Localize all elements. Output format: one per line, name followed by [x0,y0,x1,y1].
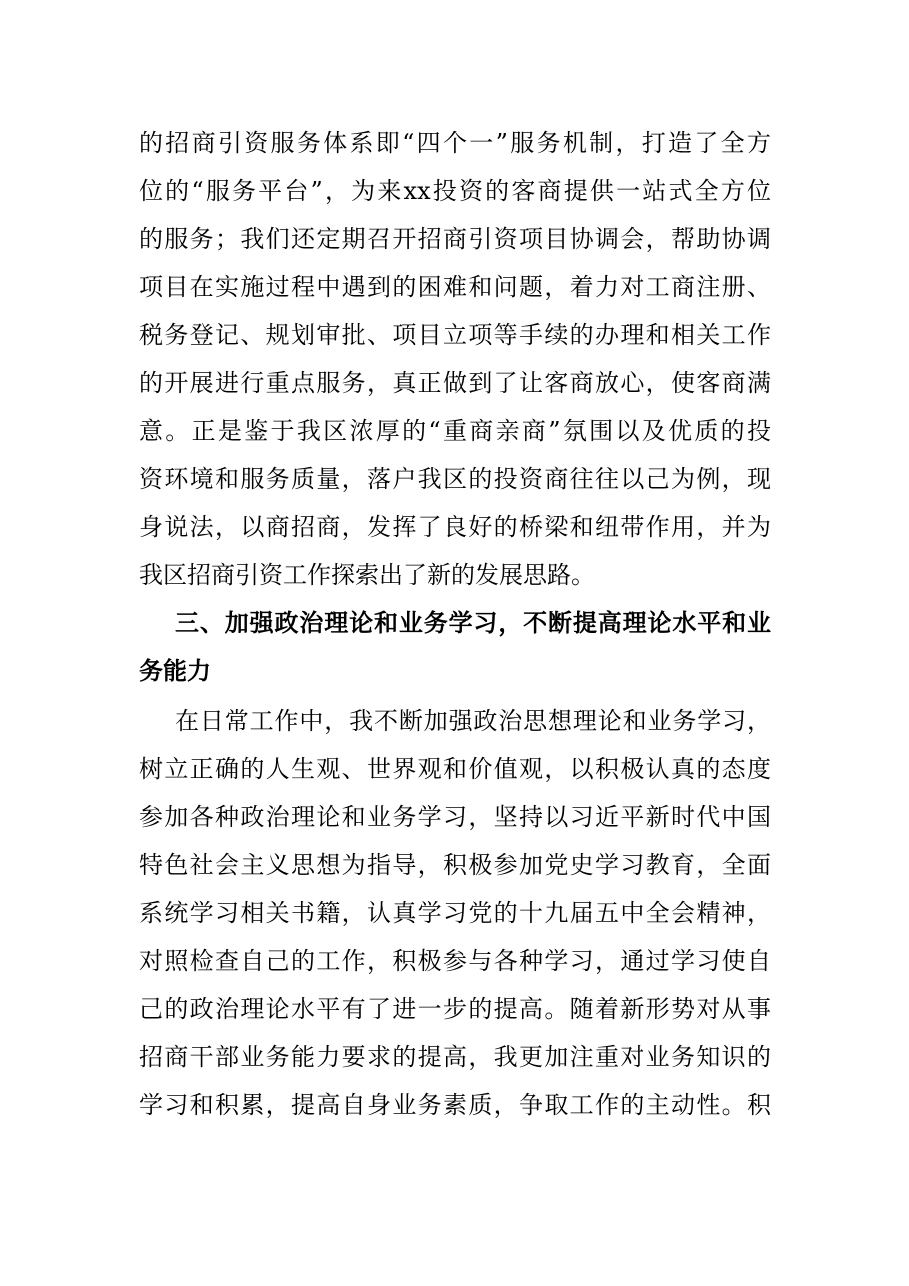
paragraph-line: 资环境和服务质量，落户我区的投资商往往以己为例，现 [139,465,771,493]
paragraph-line: 身说法，以商招商，发挥了良好的桥梁和纽带作用，并为 [139,513,771,541]
paragraph-line: 在日常工作中，我不断加强政治思想理论和业务学习， [175,707,771,735]
paragraph-line: 特色社会主义思想为指导，积极参加党史学习教育，全面 [139,851,771,879]
paragraph-line: 招商干部业务能力要求的提高，我更加注重对业务知识的 [139,1043,771,1071]
paragraph-line: 学习和积累，提高自身业务素质，争取工作的主动性。积 [139,1091,771,1119]
paragraph-line: 树立正确的人生观、世界观和价值观，以积极认真的态度 [139,755,771,783]
section-heading: 三、加强政治理论和业务学习，不断提高理论水平和业 [175,609,771,637]
section-heading: 务能力 [139,657,211,685]
paragraph-line: 的服务；我们还定期召开招商引资项目协调会，帮助协调 [139,225,771,253]
paragraph-line: 税务登记、规划审批、项目立项等手续的办理和相关工作 [139,321,771,349]
paragraph-line: 己的政治理论水平有了进一步的提高。随着新形势对从事 [139,995,771,1023]
paragraph-line: 的开展进行重点服务，真正做到了让客商放心，使客商满 [139,369,771,397]
paragraph-line: 我区招商引资工作探索出了新的发展思路。 [139,561,595,589]
paragraph-line: 项目在实施过程中遇到的困难和问题，着力对工商注册、 [139,273,771,301]
paragraph-line: 对照检查自己的工作，积极参与各种学习，通过学习使自 [139,947,771,975]
paragraph-line: 系统学习相关书籍，认真学习党的十九届五中全会精神， [139,899,771,927]
paragraph-line: 意。正是鉴于我区浓厚的“重商亲商”氛围以及优质的投 [139,417,771,445]
paragraph-line: 的招商引资服务体系即“四个一”服务机制，打造了全方 [139,129,771,157]
paragraph-line: 位的“服务平台”，为来xx投资的客商提供一站式全方位 [139,177,771,205]
paragraph-line: 参加各种政治理论和业务学习，坚持以习近平新时代中国 [139,803,771,831]
